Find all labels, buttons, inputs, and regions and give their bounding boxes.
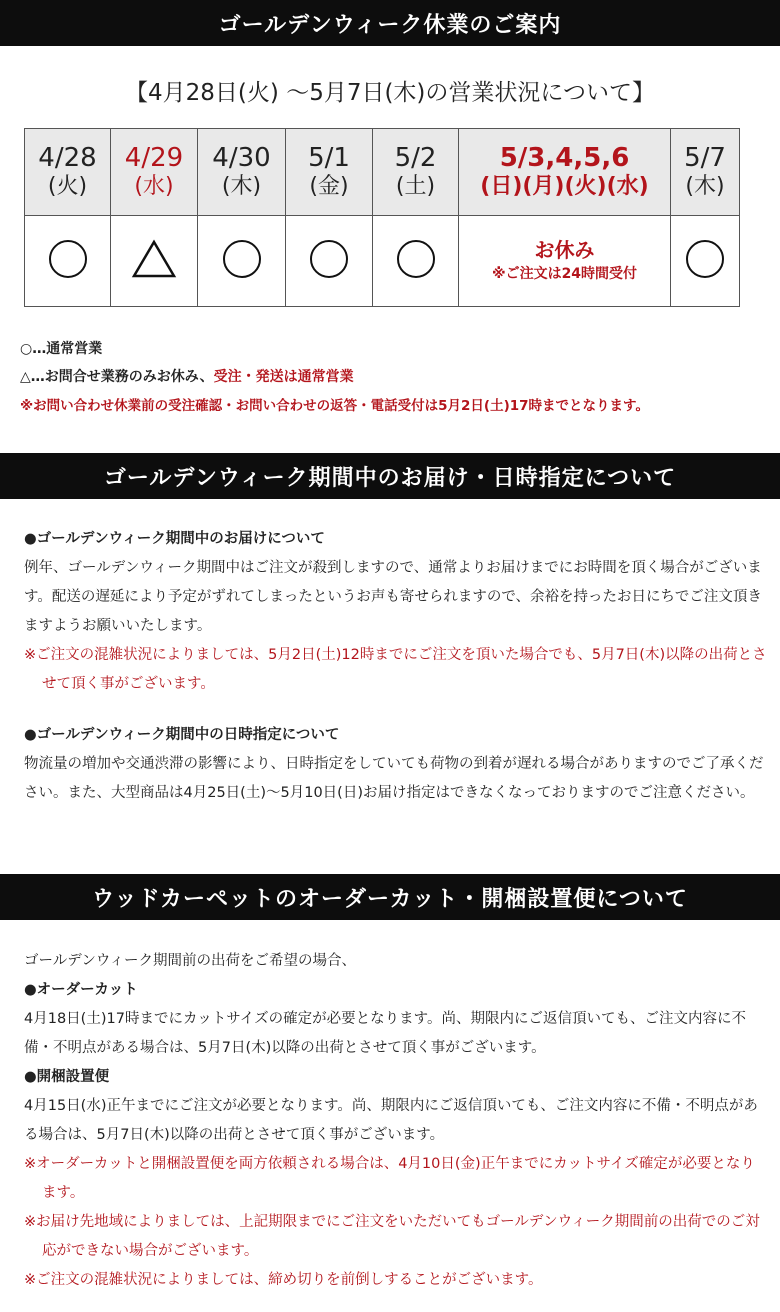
triangle-icon	[131, 239, 177, 279]
delivery-heading: ●ゴールデンウィーク期間中のお届けについて	[24, 531, 325, 547]
closed-label: お休み	[534, 238, 595, 262]
day-date: 5/3,4,5,6	[499, 143, 630, 173]
status-cell	[111, 216, 198, 307]
day-cell	[198, 129, 286, 216]
note-deadline: ※ご注文の混雑状況によりましては、締め切りを前倒しすることがございます。	[24, 1272, 543, 1288]
closed-note: ※ご注文は24時間受付	[491, 266, 638, 282]
day-dow: (火)	[47, 174, 88, 199]
timing-body: 物流量の増加や交通渋滞の影響により、日時指定をしていても荷物の到着が遅れる場合がありますのでご了承ください。また、大型商品は4月25日(土)～5月10日(日)お届け指定はできなくなっておりますのでご注意ください。	[24, 756, 764, 801]
status-cell	[198, 216, 286, 307]
day-dow: (水)	[134, 174, 174, 199]
day-date: 4/28	[38, 143, 97, 173]
day-date: 4/30	[212, 143, 271, 173]
section1-title-bar	[0, 0, 780, 46]
note-region: ※お届け先地域によりましては、上記期限までにご注文をいただいてもゴールデンウィーク期間前の出荷でのご対応ができない場合がございます。	[24, 1214, 760, 1259]
legend-triangle	[20, 366, 354, 386]
day-date: 5/2	[394, 143, 437, 173]
day-cell	[459, 129, 671, 216]
status-cell	[373, 216, 459, 307]
schedule-header-row	[25, 129, 740, 216]
timing-heading: ●ゴールデンウィーク期間中の日時指定について	[24, 727, 340, 743]
status-cell	[459, 216, 671, 307]
setup-heading: ●開梱設置便	[24, 1069, 110, 1085]
day-date: 4/29	[124, 143, 184, 173]
ordercut-heading: ●オーダーカット	[24, 982, 138, 998]
legend-note: ※お問い合わせ休業前の受注確認・お問い合わせの返答・電話受付は5月2日(土)17時までとなります。	[20, 398, 649, 414]
delivery-section	[24, 525, 769, 699]
delivery-note: ※ご注文の混雑状況によりましては、5月2日(土)12時までにご注文を頂いた場合でも、5月7日(木)以降の出荷とさせて頂く事がございます。	[24, 647, 767, 692]
day-dow: (木)	[685, 174, 725, 199]
legend-triangle-text: △…お問合せ業務のみお休み、	[20, 369, 214, 385]
status-cell	[25, 216, 111, 307]
day-dow: (木)	[221, 174, 262, 199]
status-cell	[671, 216, 740, 307]
day-date: 5/1	[308, 143, 350, 173]
day-cell	[25, 129, 111, 216]
delivery-body: 例年、ゴールデンウィーク期間中はご注文が殺到しますので、通常よりお届けまでにお時間を頂く場合がございます。配送の遅延により予定がずれてしまったというお声も寄せられますので、余裕を持ったお日にちでご注文頂きますようお願いいたします。	[24, 560, 762, 634]
status-cell	[286, 216, 373, 307]
day-dow: (土)	[395, 174, 436, 199]
day-date: 5/7	[684, 143, 726, 173]
ordercut-body: 4月18日(土)17時までにカットサイズの確定が必要となります。尚、期限内にご返信頂いても、ご注文内容に不備・不明点がある場合は、5月7日(木)以降の出荷とさせて頂く事がございます。	[24, 1011, 746, 1056]
section1-title: ゴールデンウィーク休業のご案内	[218, 12, 562, 38]
day-cell	[286, 129, 373, 216]
open-circle-icon	[223, 240, 261, 278]
open-circle-icon	[49, 240, 87, 278]
day-dow: (金)	[309, 174, 349, 199]
ordercut-section	[24, 947, 769, 1295]
schedule-status-row	[25, 216, 740, 307]
section3-title: ウッドカーペットのオーダーカット・開梱設置便について	[92, 886, 688, 912]
schedule-subtitle: 【4月28日(火) ～5月7日(木)の営業状況について】	[125, 80, 655, 106]
section3-title-bar	[0, 874, 780, 920]
open-circle-icon	[397, 240, 435, 278]
legend-circle: ○…通常営業	[20, 341, 103, 357]
section2-title-bar	[0, 453, 780, 499]
setup-body: 4月15日(水)正午までにご注文が必要となります。尚、期限内にご返信頂いても、ご注文内容に不備・不明点がある場合は、5月7日(木)以降の出荷とさせて頂く事がございます。	[24, 1098, 758, 1143]
open-circle-icon	[310, 240, 348, 278]
section2-title: ゴールデンウィーク期間中のお届け・日時指定について	[103, 465, 677, 491]
day-cell	[671, 129, 740, 216]
day-cell	[111, 129, 198, 216]
day-cell	[373, 129, 459, 216]
intro-text: ゴールデンウィーク期間前の出荷をご希望の場合、	[24, 953, 357, 969]
note-both: ※オーダーカットと開梱設置便を両方依頼される場合は、4月10日(金)正午までにカットサイズ確定が必要となります。	[24, 1156, 755, 1201]
legend-triangle-red: 受注・発送は通常営業	[213, 369, 354, 385]
schedule-table	[24, 128, 740, 307]
timing-section	[24, 721, 769, 808]
day-dow: (日)(月)(火)(水)	[480, 174, 649, 199]
open-circle-icon	[686, 240, 724, 278]
